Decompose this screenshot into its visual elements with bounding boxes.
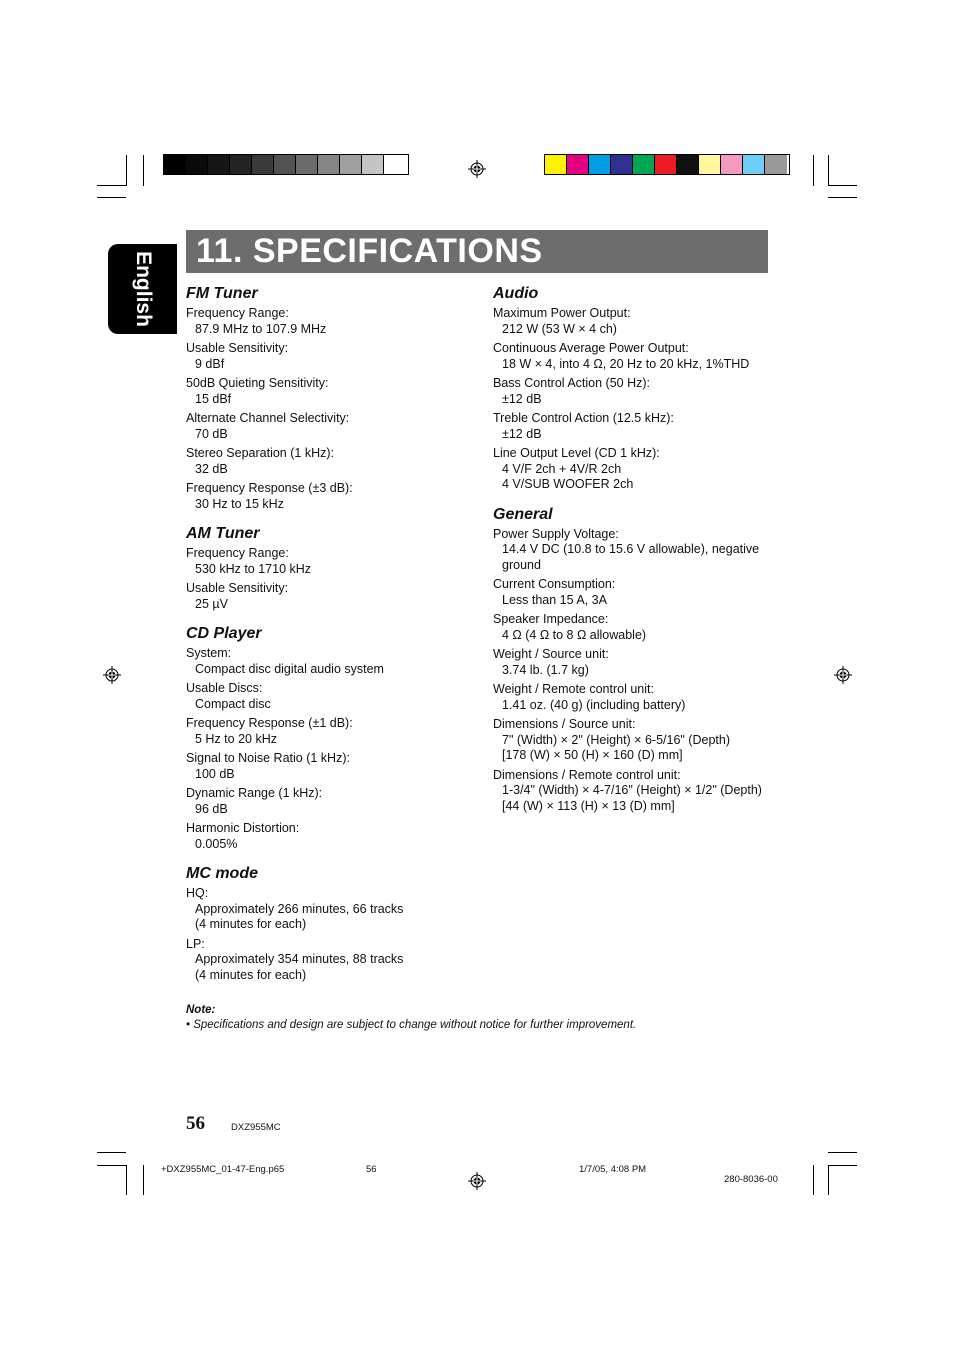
spec-label: Usable Sensitivity: bbox=[186, 581, 289, 595]
spec-item bbox=[493, 527, 783, 574]
spec-value: Compact disc bbox=[195, 696, 271, 711]
spec-item bbox=[186, 786, 476, 817]
color-swatch bbox=[186, 155, 208, 174]
spec-label: Bass Control Action (50 Hz): bbox=[493, 376, 651, 390]
spec-value: 1-3/4" (Width) × 4-7/16" (Height) × 1/2" (Depth) [44 (W) × 113 (H) × 13 (D) mm] bbox=[502, 783, 762, 813]
registration-mark-icon bbox=[468, 160, 486, 178]
left-column bbox=[186, 284, 476, 995]
spec-value: ±12 dB bbox=[502, 391, 542, 406]
spec-label: Current Consumption: bbox=[493, 577, 616, 591]
registration-mark-icon bbox=[834, 666, 852, 684]
color-swatch bbox=[743, 155, 765, 174]
spec-label: HQ: bbox=[186, 886, 209, 900]
color-bar bbox=[544, 154, 790, 175]
spec-item bbox=[493, 717, 783, 764]
spec-label: Frequency Range: bbox=[186, 306, 289, 320]
file-date: 1/7/05, 4:08 PM bbox=[579, 1164, 647, 1175]
spec-label: Dynamic Range (1 kHz): bbox=[186, 786, 323, 800]
spec-item bbox=[493, 577, 783, 608]
spec-item bbox=[186, 341, 476, 372]
spec-value: 100 dB bbox=[195, 766, 235, 781]
spec-label: Power Supply Voltage: bbox=[493, 526, 619, 541]
color-swatch bbox=[545, 155, 567, 174]
spec-value: 7" (Width) × 2" (Height) × 6-5/16" (Depth) [178 (W) × 50 (H) × 160 (D) mm] bbox=[502, 732, 730, 762]
spec-item bbox=[186, 716, 476, 747]
spec-label: Continuous Average Power Output: bbox=[493, 341, 689, 355]
color-swatch bbox=[721, 155, 743, 174]
registration-mark-icon bbox=[103, 666, 121, 684]
spec-value: Less than 15 A, 3A bbox=[502, 592, 607, 607]
spec-item bbox=[186, 681, 476, 712]
color-swatch bbox=[274, 155, 296, 174]
spec-item bbox=[493, 341, 783, 372]
crop-mark bbox=[813, 1165, 814, 1195]
note-title: Note: bbox=[186, 1004, 216, 1016]
section-heading: FM Tuner bbox=[186, 285, 258, 302]
color-swatch bbox=[362, 155, 384, 174]
section-heading: AM Tuner bbox=[186, 525, 260, 542]
spec-label: Usable Discs: bbox=[186, 681, 263, 695]
crop-mark bbox=[828, 1165, 829, 1195]
spec-item bbox=[186, 376, 476, 407]
crop-mark bbox=[828, 1152, 857, 1153]
spec-value: Compact disc digital audio system bbox=[195, 661, 384, 676]
spec-value: 30 Hz to 15 kHz bbox=[195, 496, 284, 511]
spec-value: 14.4 V DC (10.8 to 15.6 V allowable), negative ground bbox=[502, 542, 760, 572]
spec-item bbox=[186, 751, 476, 782]
spec-value: 9 dBf bbox=[195, 356, 225, 371]
spec-label: Frequency Response (±3 dB): bbox=[186, 481, 353, 495]
color-swatch bbox=[589, 155, 611, 174]
spec-value: 18 W × 4, into 4 Ω, 20 Hz to 20 kHz, 1%THD bbox=[502, 356, 750, 371]
spec-item bbox=[493, 376, 783, 407]
color-swatch bbox=[384, 155, 406, 174]
spec-label: LP: bbox=[186, 936, 205, 951]
spec-label: Line Output Level (CD 1 kHz): bbox=[493, 446, 660, 460]
crop-mark bbox=[828, 155, 829, 186]
color-swatch bbox=[164, 155, 186, 174]
section-heading: General bbox=[493, 505, 553, 523]
gray-scale-bar bbox=[163, 154, 409, 175]
page-title: 11. SPECIFICATIONS bbox=[196, 232, 543, 270]
color-swatch bbox=[208, 155, 230, 174]
color-swatch bbox=[318, 155, 340, 174]
spec-item bbox=[493, 682, 783, 713]
spec-label: Harmonic Distortion: bbox=[186, 821, 300, 835]
spec-value: Approximately 266 minutes, 66 tracks (4 minutes for each) bbox=[195, 901, 404, 931]
color-swatch bbox=[677, 155, 699, 174]
crop-mark bbox=[813, 155, 814, 186]
spec-value: 70 dB bbox=[195, 426, 228, 441]
spec-value: Approximately 354 minutes, 88 tracks (4 minutes for each) bbox=[195, 952, 404, 982]
spec-section bbox=[186, 864, 476, 983]
crop-mark bbox=[97, 1165, 126, 1166]
note-text: • Specifications and design are subject to change without notice for further improvement. bbox=[186, 1019, 637, 1031]
model-number: DXZ955MC bbox=[231, 1122, 281, 1133]
spec-section bbox=[186, 284, 476, 512]
spec-value: 5 Hz to 20 kHz bbox=[195, 731, 277, 746]
crop-mark bbox=[828, 197, 857, 198]
spec-value: 4 Ω (4 Ω to 8 Ω allowable) bbox=[502, 627, 647, 642]
spec-item bbox=[493, 306, 783, 337]
color-swatch bbox=[765, 155, 787, 174]
spec-label: Frequency Range: bbox=[186, 546, 289, 560]
spec-item bbox=[186, 581, 476, 612]
spec-label: Dimensions / Source unit: bbox=[493, 717, 636, 731]
spec-value: 15 dBf bbox=[195, 391, 232, 406]
spec-label: Speaker Impedance: bbox=[493, 612, 609, 626]
color-swatch bbox=[699, 155, 721, 174]
spec-value: 96 dB bbox=[195, 801, 228, 816]
spec-section bbox=[493, 505, 783, 815]
color-swatch bbox=[340, 155, 362, 174]
section-heading: MC mode bbox=[186, 865, 258, 882]
spec-section bbox=[186, 624, 476, 852]
part-number: 280-8036-00 bbox=[724, 1174, 778, 1185]
page-number: 56 bbox=[186, 1113, 205, 1134]
section-heading: CD Player bbox=[186, 625, 262, 642]
spec-value: 4 V/F 2ch + 4V/R 2ch 4 V/SUB WOOFER 2ch bbox=[502, 461, 634, 491]
spec-section bbox=[493, 284, 783, 493]
color-swatch bbox=[252, 155, 274, 174]
spec-value: 1.41 oz. (40 g) (including battery) bbox=[502, 697, 686, 712]
color-swatch bbox=[633, 155, 655, 174]
spec-item bbox=[186, 937, 476, 984]
spec-item bbox=[186, 411, 476, 442]
spec-label: 50dB Quieting Sensitivity: bbox=[186, 376, 329, 390]
spec-item bbox=[493, 768, 783, 815]
color-swatch bbox=[611, 155, 633, 174]
color-swatch bbox=[655, 155, 677, 174]
crop-mark bbox=[97, 185, 126, 186]
spec-label: Maximum Power Output: bbox=[493, 306, 631, 320]
crop-mark bbox=[126, 1165, 127, 1195]
spec-item bbox=[493, 446, 783, 493]
section-heading: Audio bbox=[493, 285, 539, 302]
spec-item bbox=[493, 647, 783, 678]
spec-item bbox=[186, 481, 476, 512]
spec-item bbox=[493, 411, 783, 442]
language-tab bbox=[108, 244, 177, 334]
spec-value: 530 kHz to 1710 kHz bbox=[195, 561, 312, 576]
spec-item bbox=[493, 612, 783, 643]
spec-item bbox=[186, 646, 476, 677]
crop-mark bbox=[97, 1152, 126, 1153]
title-bar bbox=[186, 230, 768, 273]
color-swatch bbox=[296, 155, 318, 174]
crop-mark bbox=[828, 1165, 857, 1166]
file-page: 56 bbox=[366, 1164, 377, 1175]
spec-label: Frequency Response (±1 dB): bbox=[186, 716, 353, 730]
spec-label: Treble Control Action (12.5 kHz): bbox=[493, 411, 674, 425]
spec-value: 87.9 MHz to 107.9 MHz bbox=[195, 321, 327, 336]
registration-mark-icon bbox=[468, 1172, 486, 1190]
color-swatch bbox=[567, 155, 589, 174]
note bbox=[186, 1004, 746, 1031]
crop-mark bbox=[143, 155, 144, 186]
crop-mark bbox=[143, 1165, 144, 1195]
spec-value: 25 µV bbox=[195, 596, 228, 611]
spec-label: System: bbox=[186, 646, 232, 660]
crop-mark bbox=[828, 185, 857, 186]
spec-value: 3.74 lb. (1.7 kg) bbox=[502, 662, 589, 677]
file-name: +DXZ955MC_01-47-Eng.p65 bbox=[161, 1164, 285, 1175]
spec-value: ±12 dB bbox=[502, 426, 542, 441]
spec-label: Weight / Source unit: bbox=[493, 647, 609, 661]
language-tab-label: English bbox=[131, 251, 155, 327]
spec-value: 212 W (53 W × 4 ch) bbox=[502, 321, 617, 336]
spec-label: Dimensions / Remote control unit: bbox=[493, 767, 681, 782]
spec-item bbox=[186, 446, 476, 477]
color-swatch bbox=[230, 155, 252, 174]
spec-label: Signal to Noise Ratio (1 kHz): bbox=[186, 751, 350, 765]
spec-value: 32 dB bbox=[195, 461, 228, 476]
spec-item bbox=[186, 821, 476, 852]
spec-section bbox=[186, 524, 476, 612]
right-column bbox=[493, 284, 783, 826]
spec-label: Usable Sensitivity: bbox=[186, 341, 289, 355]
spec-label: Stereo Separation (1 kHz): bbox=[186, 446, 334, 460]
crop-mark bbox=[126, 155, 127, 186]
spec-value: 0.005% bbox=[195, 836, 238, 851]
crop-mark bbox=[97, 197, 126, 198]
spec-label: Alternate Channel Selectivity: bbox=[186, 411, 350, 425]
spec-item bbox=[186, 306, 476, 337]
spec-label: Weight / Remote control unit: bbox=[493, 682, 654, 696]
spec-item bbox=[186, 546, 476, 577]
spec-item bbox=[186, 886, 476, 933]
